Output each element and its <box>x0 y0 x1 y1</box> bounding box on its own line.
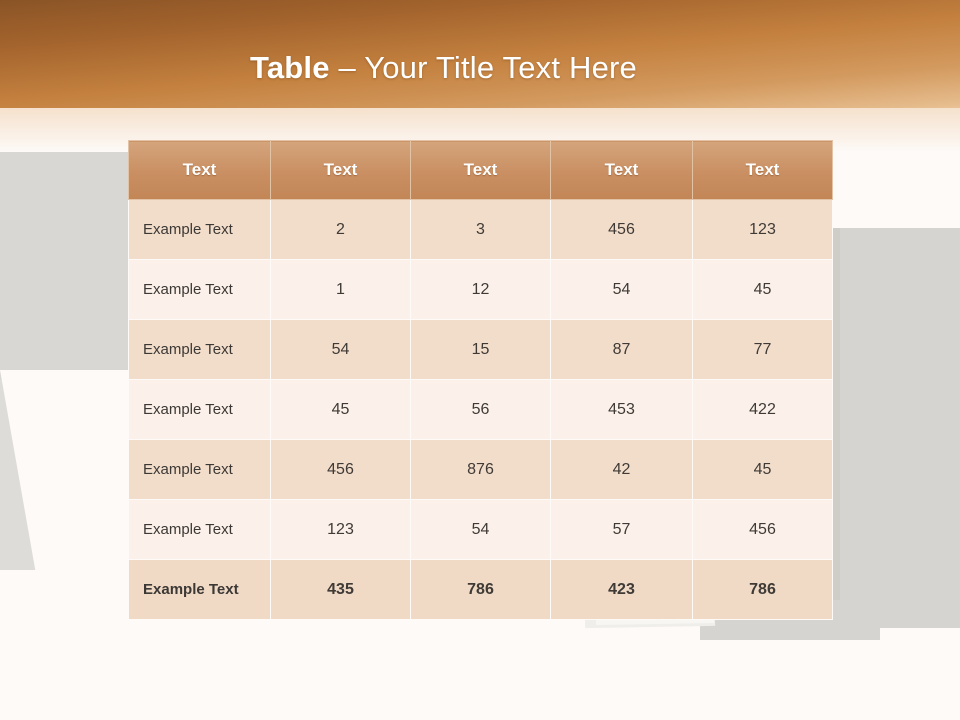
background-shape-right <box>840 228 960 628</box>
data-table-container <box>128 140 832 620</box>
table-cell-value: 45 <box>271 380 411 440</box>
table-cell-value: 42 <box>551 440 693 500</box>
table-cell-value: 45 <box>693 440 833 500</box>
table-cell-value: 15 <box>411 320 551 380</box>
table-cell-value: 1 <box>271 260 411 320</box>
table-cell-value: 453 <box>551 380 693 440</box>
table-cell-label: Example Text <box>129 260 271 320</box>
table-row <box>129 320 833 380</box>
table-header-cell-4[interactable]: Text <box>693 141 833 200</box>
page-title <box>250 50 637 86</box>
table-header-cell-2[interactable]: Text <box>411 141 551 200</box>
page-title-dash: – <box>329 50 365 85</box>
page-title-light: Your Title Text Here <box>364 50 638 85</box>
table-cell-label: Example Text <box>129 560 271 620</box>
table-cell-value: 456 <box>551 200 693 260</box>
table-cell-value: 56 <box>411 380 551 440</box>
table-row <box>129 380 833 440</box>
table-row <box>129 200 833 260</box>
table-cell-label: Example Text <box>129 320 271 380</box>
table-cell-value: 2 <box>271 200 411 260</box>
table-cell-value: 435 <box>271 560 411 620</box>
table-cell-value: 54 <box>411 500 551 560</box>
table-header-cell-1[interactable]: Text <box>271 141 411 200</box>
page-title-bold: Table <box>250 50 330 85</box>
table-cell-value: 786 <box>693 560 833 620</box>
table-cell-value: 87 <box>551 320 693 380</box>
table-cell-value: 456 <box>271 440 411 500</box>
table-header-cell-0[interactable]: Text <box>129 141 271 200</box>
table-cell-label: Example Text <box>129 500 271 560</box>
table-cell-value: 456 <box>693 500 833 560</box>
table-cell-label: Example Text <box>129 380 271 440</box>
table-row <box>129 440 833 500</box>
table-cell-value: 876 <box>411 440 551 500</box>
table-cell-value: 54 <box>551 260 693 320</box>
table-cell-value: 123 <box>693 200 833 260</box>
table-body <box>129 200 833 620</box>
table-cell-value: 3 <box>411 200 551 260</box>
table-cell-value: 77 <box>693 320 833 380</box>
table-cell-value: 423 <box>551 560 693 620</box>
table-cell-value: 45 <box>693 260 833 320</box>
table-cell-label: Example Text <box>129 440 271 500</box>
table-cell-label: Example Text <box>129 200 271 260</box>
table-cell-value: 422 <box>693 380 833 440</box>
table-header-row <box>129 141 833 200</box>
table-header <box>129 141 833 200</box>
table-row-total <box>129 560 833 620</box>
table-cell-value: 12 <box>411 260 551 320</box>
table-header-cell-3[interactable]: Text <box>551 141 693 200</box>
table-row <box>129 500 833 560</box>
table-cell-value: 57 <box>551 500 693 560</box>
data-table <box>128 140 833 620</box>
table-cell-value: 54 <box>271 320 411 380</box>
table-row <box>129 260 833 320</box>
table-cell-value: 786 <box>411 560 551 620</box>
table-cell-value: 123 <box>271 500 411 560</box>
